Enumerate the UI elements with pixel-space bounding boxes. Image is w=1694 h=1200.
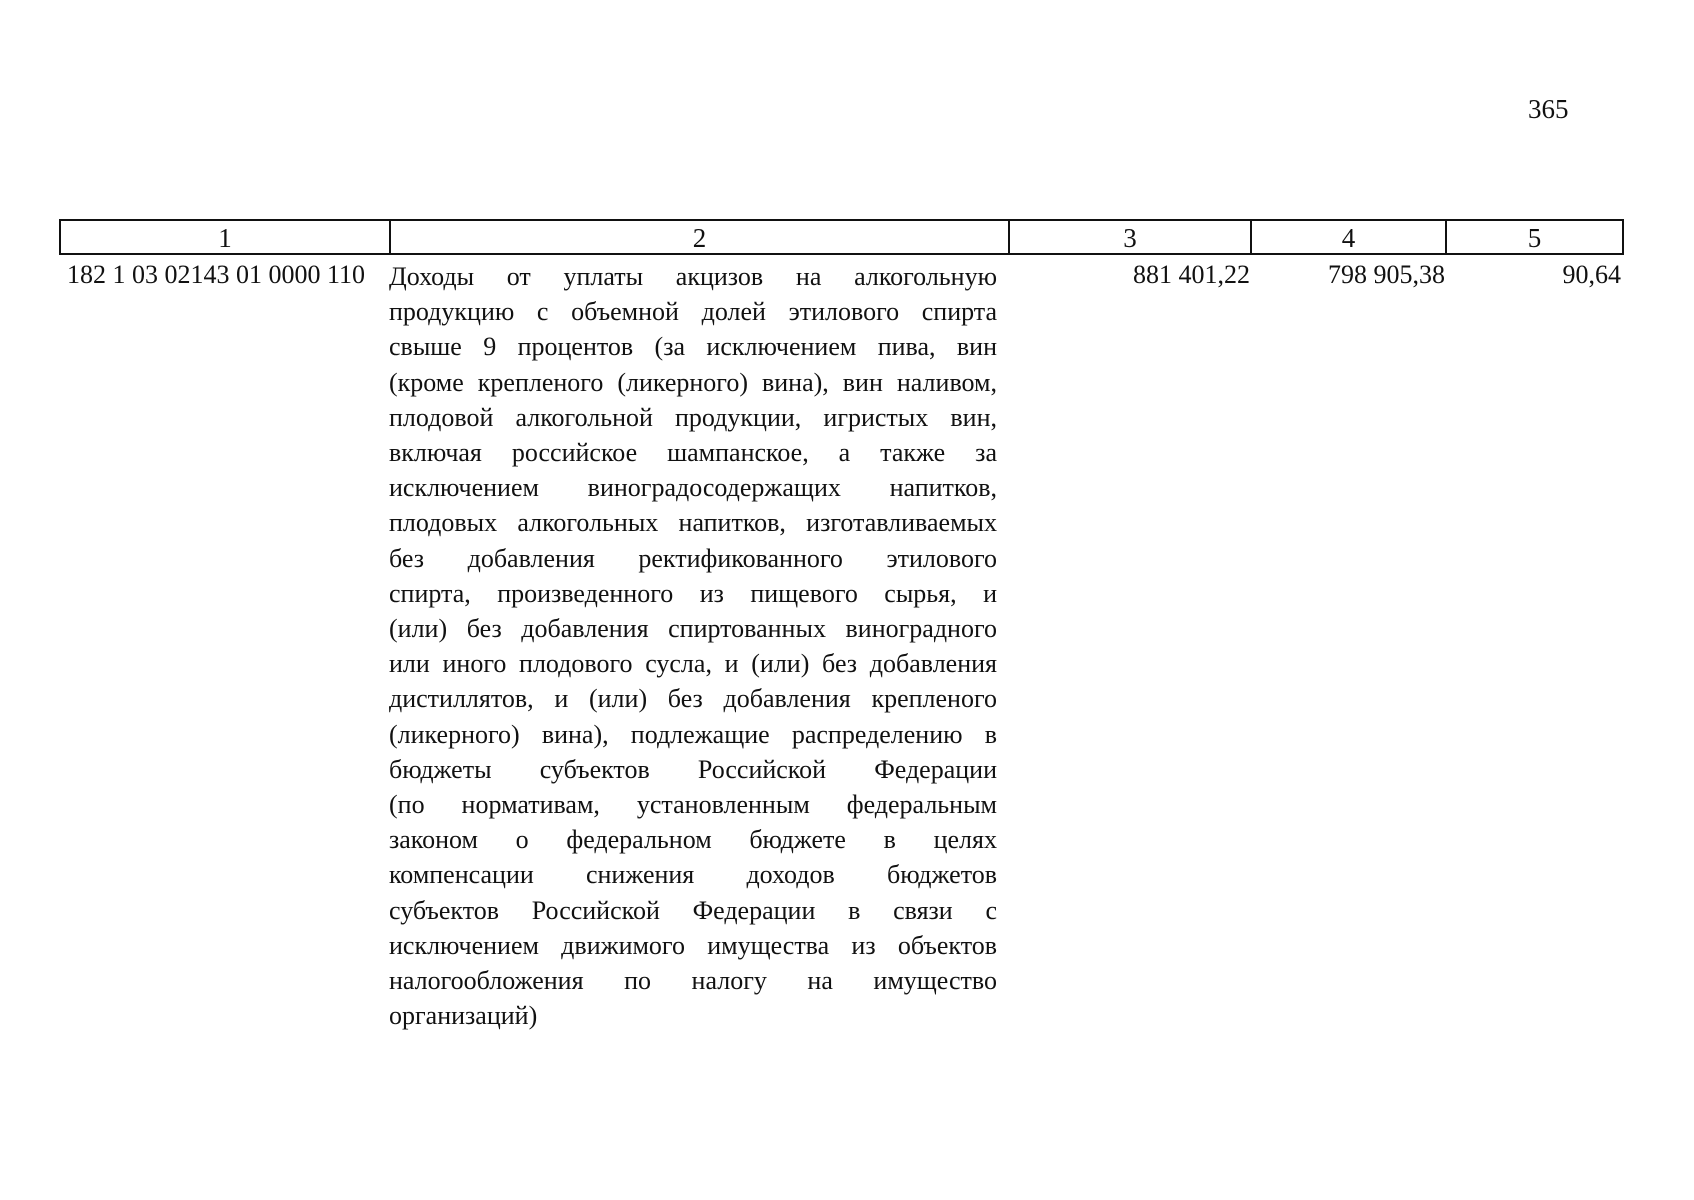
description-line: (ликерного) вина), подлежащие распределению в	[389, 719, 997, 749]
description-line: налогообложения по налогу на имущество	[389, 966, 997, 996]
page-number: 365	[1528, 94, 1569, 124]
description-line: (по нормативам, установленным федеральным	[389, 790, 997, 820]
description-line: (или) без добавления спиртованных виноградного	[389, 614, 997, 644]
row-description-cell	[389, 259, 997, 1033]
row-col4-value: 798 905,38	[1328, 260, 1445, 289]
header-cell-1: 1	[218, 223, 232, 253]
description-line: дистиллятов, и (или) без добавления крепленого	[389, 684, 997, 714]
row-col5-value: 90,64	[1562, 260, 1621, 289]
description-line: исключением виноградосодержащих напитков,	[389, 473, 997, 503]
description-line: (кроме крепленого (ликерного) вина), вин наливом,	[389, 367, 997, 397]
header-cell-3: 3	[1008, 221, 1250, 253]
description-line: бюджеты субъектов Российской Федерации	[389, 754, 997, 784]
description-line: организаций)	[389, 1001, 538, 1031]
description-line: свыше 9 процентов (за исключением пива, вин	[389, 332, 997, 362]
description-line: спирта, произведенного из пищевого сырья, и	[389, 578, 997, 608]
description-line: исключением движимого имущества из объектов	[389, 930, 997, 960]
description-line: плодовых алкогольных напитков, изготавливаемых	[389, 508, 997, 538]
header-cell-4: 4	[1250, 221, 1445, 253]
description-line: субъектов Российской Федерации в связи с	[389, 895, 997, 925]
description-line: без добавления ректификованного этилового	[389, 543, 997, 573]
description-line: законом о федеральном бюджете в целях	[389, 825, 997, 855]
row-code-cell: 182 1 03 02143 01 0000 110	[67, 260, 366, 289]
description-line: компенсации снижения доходов бюджетов	[389, 860, 997, 890]
description-line: Доходы от уплаты акцизов на алкогольную	[389, 262, 997, 291]
description-line: плодовой алкогольной продукции, игристых вин,	[389, 402, 997, 432]
row-col3-value: 881 401,22	[1133, 260, 1250, 289]
description-line: продукцию с объемной долей этилового спирта	[389, 297, 997, 327]
header-cell-2: 2	[389, 221, 1008, 253]
description-line: или иного плодового сусла, и (или) без добавления	[389, 649, 997, 679]
table-header-row	[59, 219, 1624, 255]
description-line: включая российское шампанское, а также за	[389, 438, 997, 468]
header-cell-5: 5	[1445, 221, 1622, 253]
